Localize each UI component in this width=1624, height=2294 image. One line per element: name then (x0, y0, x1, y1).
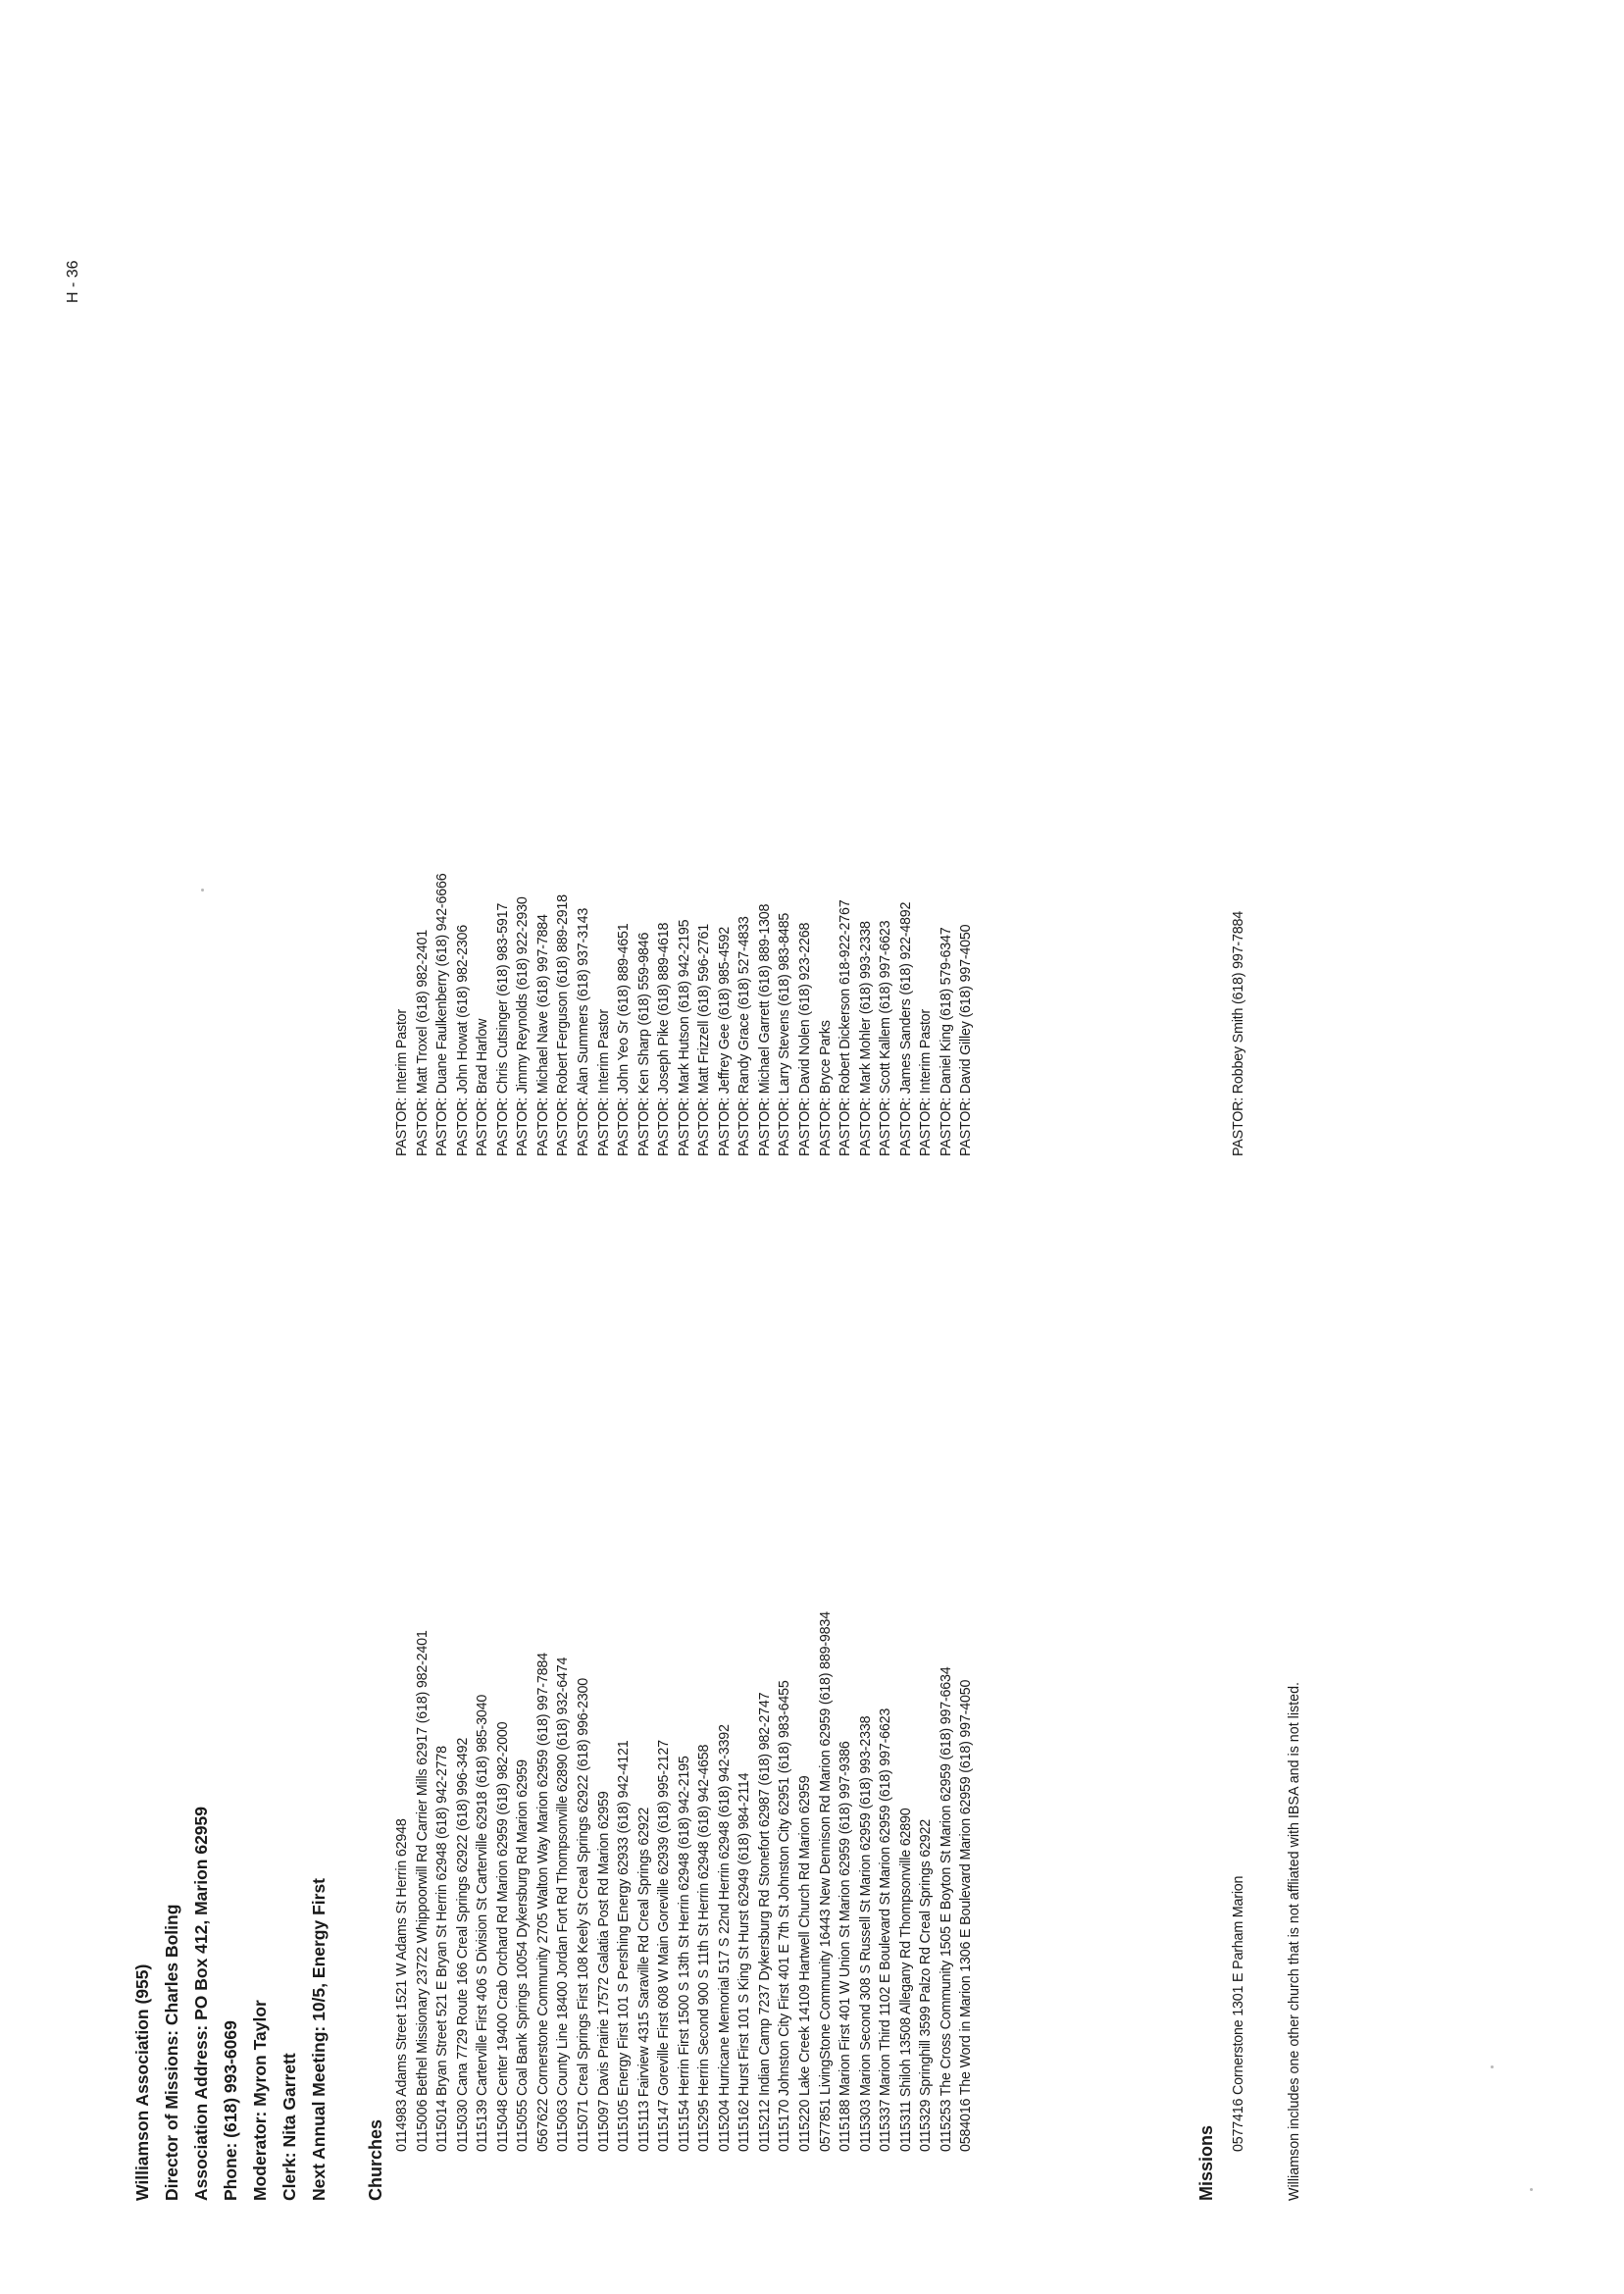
association-phone: Phone: (618) 993-6069 (221, 2020, 240, 2201)
church-row-entry: 0115014 Bryan Street 521 E Bryan St Herrin 62948 (618) 942-2778 (434, 1746, 451, 2152)
next-annual-meeting: Next Annual Meeting: 10/5, Energy First (309, 1877, 329, 2201)
church-row-pastor: PASTOR: Bryce Parks (817, 1020, 834, 1156)
church-row-entry: 0115055 Coal Bank Springs 10054 Dykersburg Rd Marion 62959 (515, 1759, 532, 2152)
churches-heading: Churches (366, 2118, 385, 2201)
church-row-pastor: PASTOR: Michael Nave (618) 997-7884 (534, 914, 551, 1156)
church-row-pastor: PASTOR: Mark Hutson (618) 942-2195 (676, 919, 692, 1156)
church-row-entry: 0115329 Springhill 3599 Palzo Rd Creal Springs 62922 (918, 1818, 935, 2152)
church-row-pastor: PASTOR: James Sanders (618) 922-4892 (897, 901, 914, 1156)
director-of-missions: Director of Missions: Charles Boling (162, 1904, 181, 2201)
clerk: Clerk: Nita Garrett (279, 2053, 299, 2201)
church-row-entry: 0115212 Indian Camp 7237 Dykersburg Rd Stonefort 62987 (618) 982-2747 (756, 1692, 773, 2152)
church-row-pastor: PASTOR: David Gilley (618) 997-4050 (958, 924, 975, 1156)
church-row-pastor: PASTOR: Larry Stevens (618) 983-8485 (777, 912, 793, 1156)
church-row-entry: 0115147 Goreville First 608 W Main Goreville 62939 (618) 995-2127 (656, 1740, 673, 2152)
church-row-entry: 0114983 Adams Street 1521 W Adams St Herrin 62948 (394, 1818, 410, 2152)
page-number: H - 36 (65, 260, 81, 303)
church-row-pastor: PASTOR: Robert Dickerson 618-922-2767 (837, 899, 854, 1156)
church-row-entry: 0567622 Cornerstone Community 2705 Walton Way Marion 62959 (618) 997-7884 (534, 1653, 551, 2152)
church-row-entry: 0115071 Creal Springs First 108 Keely St Creal Springs 62922 (618) 996-2300 (575, 1677, 591, 2152)
church-row-pastor: PASTOR: Interim Pastor (918, 1009, 935, 1156)
church-row-entry: 0115303 Marion Second 308 S Russell St Marion 62959 (618) 993-2338 (857, 1715, 874, 2152)
scan-speck (201, 889, 204, 892)
church-row-entry: 0115311 Shiloh 13508 Allegany Rd Thompsonville 62890 (897, 1808, 914, 2152)
scan-speck (1530, 2188, 1533, 2191)
church-row-entry: 0115170 Johnston City First 401 E 7th St Johnston City 62951 (618) 983-6455 (777, 1680, 793, 2152)
church-row-entry: 0115220 Lake Creek 14109 Hartwell Church Rd Marion 62959 (797, 1775, 813, 2152)
church-row-entry: 0115253 The Cross Community 1505 E Boyton St Marion 62959 (618) 997-6634 (938, 1666, 954, 2152)
church-row-entry: 0115097 Davis Prairie 17572 Galatia Post Rd Marion 62959 (595, 1791, 612, 2152)
church-row-pastor: PASTOR: Jimmy Reynolds (618) 922-2930 (515, 896, 532, 1156)
church-row-entry: 0115030 Cana 7729 Route 166 Creal Springs 62922 (618) 996-3492 (454, 1737, 471, 2152)
church-row-pastor: PASTOR: Joseph Pike (618) 889-4618 (656, 922, 673, 1156)
church-row-pastor: PASTOR: Mark Mohler (618) 993-2338 (857, 921, 874, 1156)
church-row-pastor: PASTOR: Ken Sharp (618) 559-9846 (635, 932, 652, 1156)
church-row-pastor: PASTOR: Matt Troxel (618) 982-2401 (414, 929, 431, 1156)
church-row-pastor: PASTOR: Interim Pastor (595, 1009, 612, 1156)
church-row-pastor: PASTOR: John Yeo Sr (618) 889-4651 (616, 923, 633, 1156)
church-row-entry: 0115113 Fairview 4315 Saraville Rd Creal Springs 62922 (635, 1807, 652, 2152)
church-row-pastor: PASTOR: David Nolen (618) 923-2268 (797, 922, 813, 1156)
association-header (127, 1807, 333, 2201)
church-row-pastor: PASTOR: Michael Garrett (618) 889-1308 (756, 903, 773, 1156)
church-row-pastor: PASTOR: Randy Grace (618) 527-4833 (736, 916, 753, 1156)
church-row-entry: 0115139 Carterville First 406 S Division St Carterville 62918 (618) 985-3040 (475, 1694, 491, 2152)
church-row-pastor: PASTOR: John Howat (618) 982-2306 (454, 924, 471, 1156)
scan-speck (1491, 2065, 1494, 2068)
church-row-pastor: PASTOR: Interim Pastor (394, 1009, 410, 1156)
church-row-entry: 0115162 Hurst First 101 S King St Hurst 62949 (618) 984-2114 (736, 1772, 753, 2152)
church-row-entry: 0115063 County Line 18400 Jordan Fort Rd Thompsonville 62890 (618) 932-6474 (555, 1657, 572, 2152)
church-row-entry: 0115105 Energy First 101 S Pershing Energy 62933 (618) 942-4121 (616, 1740, 633, 2152)
church-row-entry: 0577851 LivingStone Community 16443 New Dennison Rd Marion 62959 (618) 889-9834 (817, 1611, 834, 2152)
church-row-entry: 0115048 Center 19400 Crab Orchard Rd Marion 62959 (618) 982-2000 (494, 1721, 511, 2152)
mission-row-entry: 0577416 Cornerstone 1301 E Parham Marion (1231, 1875, 1246, 2152)
church-row-pastor: PASTOR: Daniel King (618) 579-6347 (938, 927, 954, 1156)
moderator: Moderator: Myron Taylor (250, 2000, 270, 2201)
church-row-pastor: PASTOR: Matt Frizzell (618) 596-2761 (696, 924, 713, 1156)
mission-row-pastor: PASTOR: Robbey Smith (618) 997-7884 (1231, 911, 1246, 1156)
footnote: Williamson includes one other church that is not affliated with IBSA and is not listed. (1287, 1681, 1302, 2201)
church-row-pastor: PASTOR: Alan Summers (618) 937-3143 (575, 907, 591, 1156)
church-row-entry: 0115188 Marion First 401 W Union St Marion 62959 (618) 997-9386 (837, 1741, 854, 2152)
church-row-entry: 0584016 The Word in Marion 1306 E Boulevard Marion 62959 (618) 997-4050 (958, 1679, 975, 2152)
church-row-entry: 0115154 Herrin First 1500 S 13th St Herrin 62948 (618) 942-2195 (676, 1756, 692, 2152)
church-row-entry: 0115204 Hurricane Memorial 517 S 22nd Herrin 62948 (618) 942-3392 (716, 1724, 733, 2152)
association-address: Association Address: PO Box 412, Marion 62959 (191, 1807, 211, 2201)
church-row-pastor: PASTOR: Chris Cutsinger (618) 983-5917 (494, 902, 511, 1156)
association-name: Williamson Association (955) (132, 1963, 152, 2201)
church-row-pastor: PASTOR: Jeffrey Gee (618) 985-4592 (716, 927, 733, 1156)
church-row-pastor: PASTOR: Duane Faulkenberry (618) 942-6666 (434, 873, 451, 1156)
church-row-pastor: PASTOR: Brad Harlow (475, 1018, 491, 1156)
church-row-entry: 0115006 Bethel Missionary 23722 Whippoorwill Rd Carrier Mills 62917 (618) 982-2401 (414, 1630, 431, 2152)
missions-heading: Missions (1196, 2124, 1216, 2201)
church-row-entry: 0115337 Marion Third 1102 E Boulevard St Marion 62959 (618) 997-6623 (878, 1708, 894, 2152)
church-row-entry: 0115295 Herrin Second 900 S 11th St Herrin 62948 (618) 942-4658 (696, 1744, 713, 2152)
church-row-pastor: PASTOR: Robert Ferguson (618) 889-2918 (555, 894, 572, 1156)
church-row-pastor: PASTOR: Scott Kallem (618) 997-6623 (878, 920, 894, 1156)
